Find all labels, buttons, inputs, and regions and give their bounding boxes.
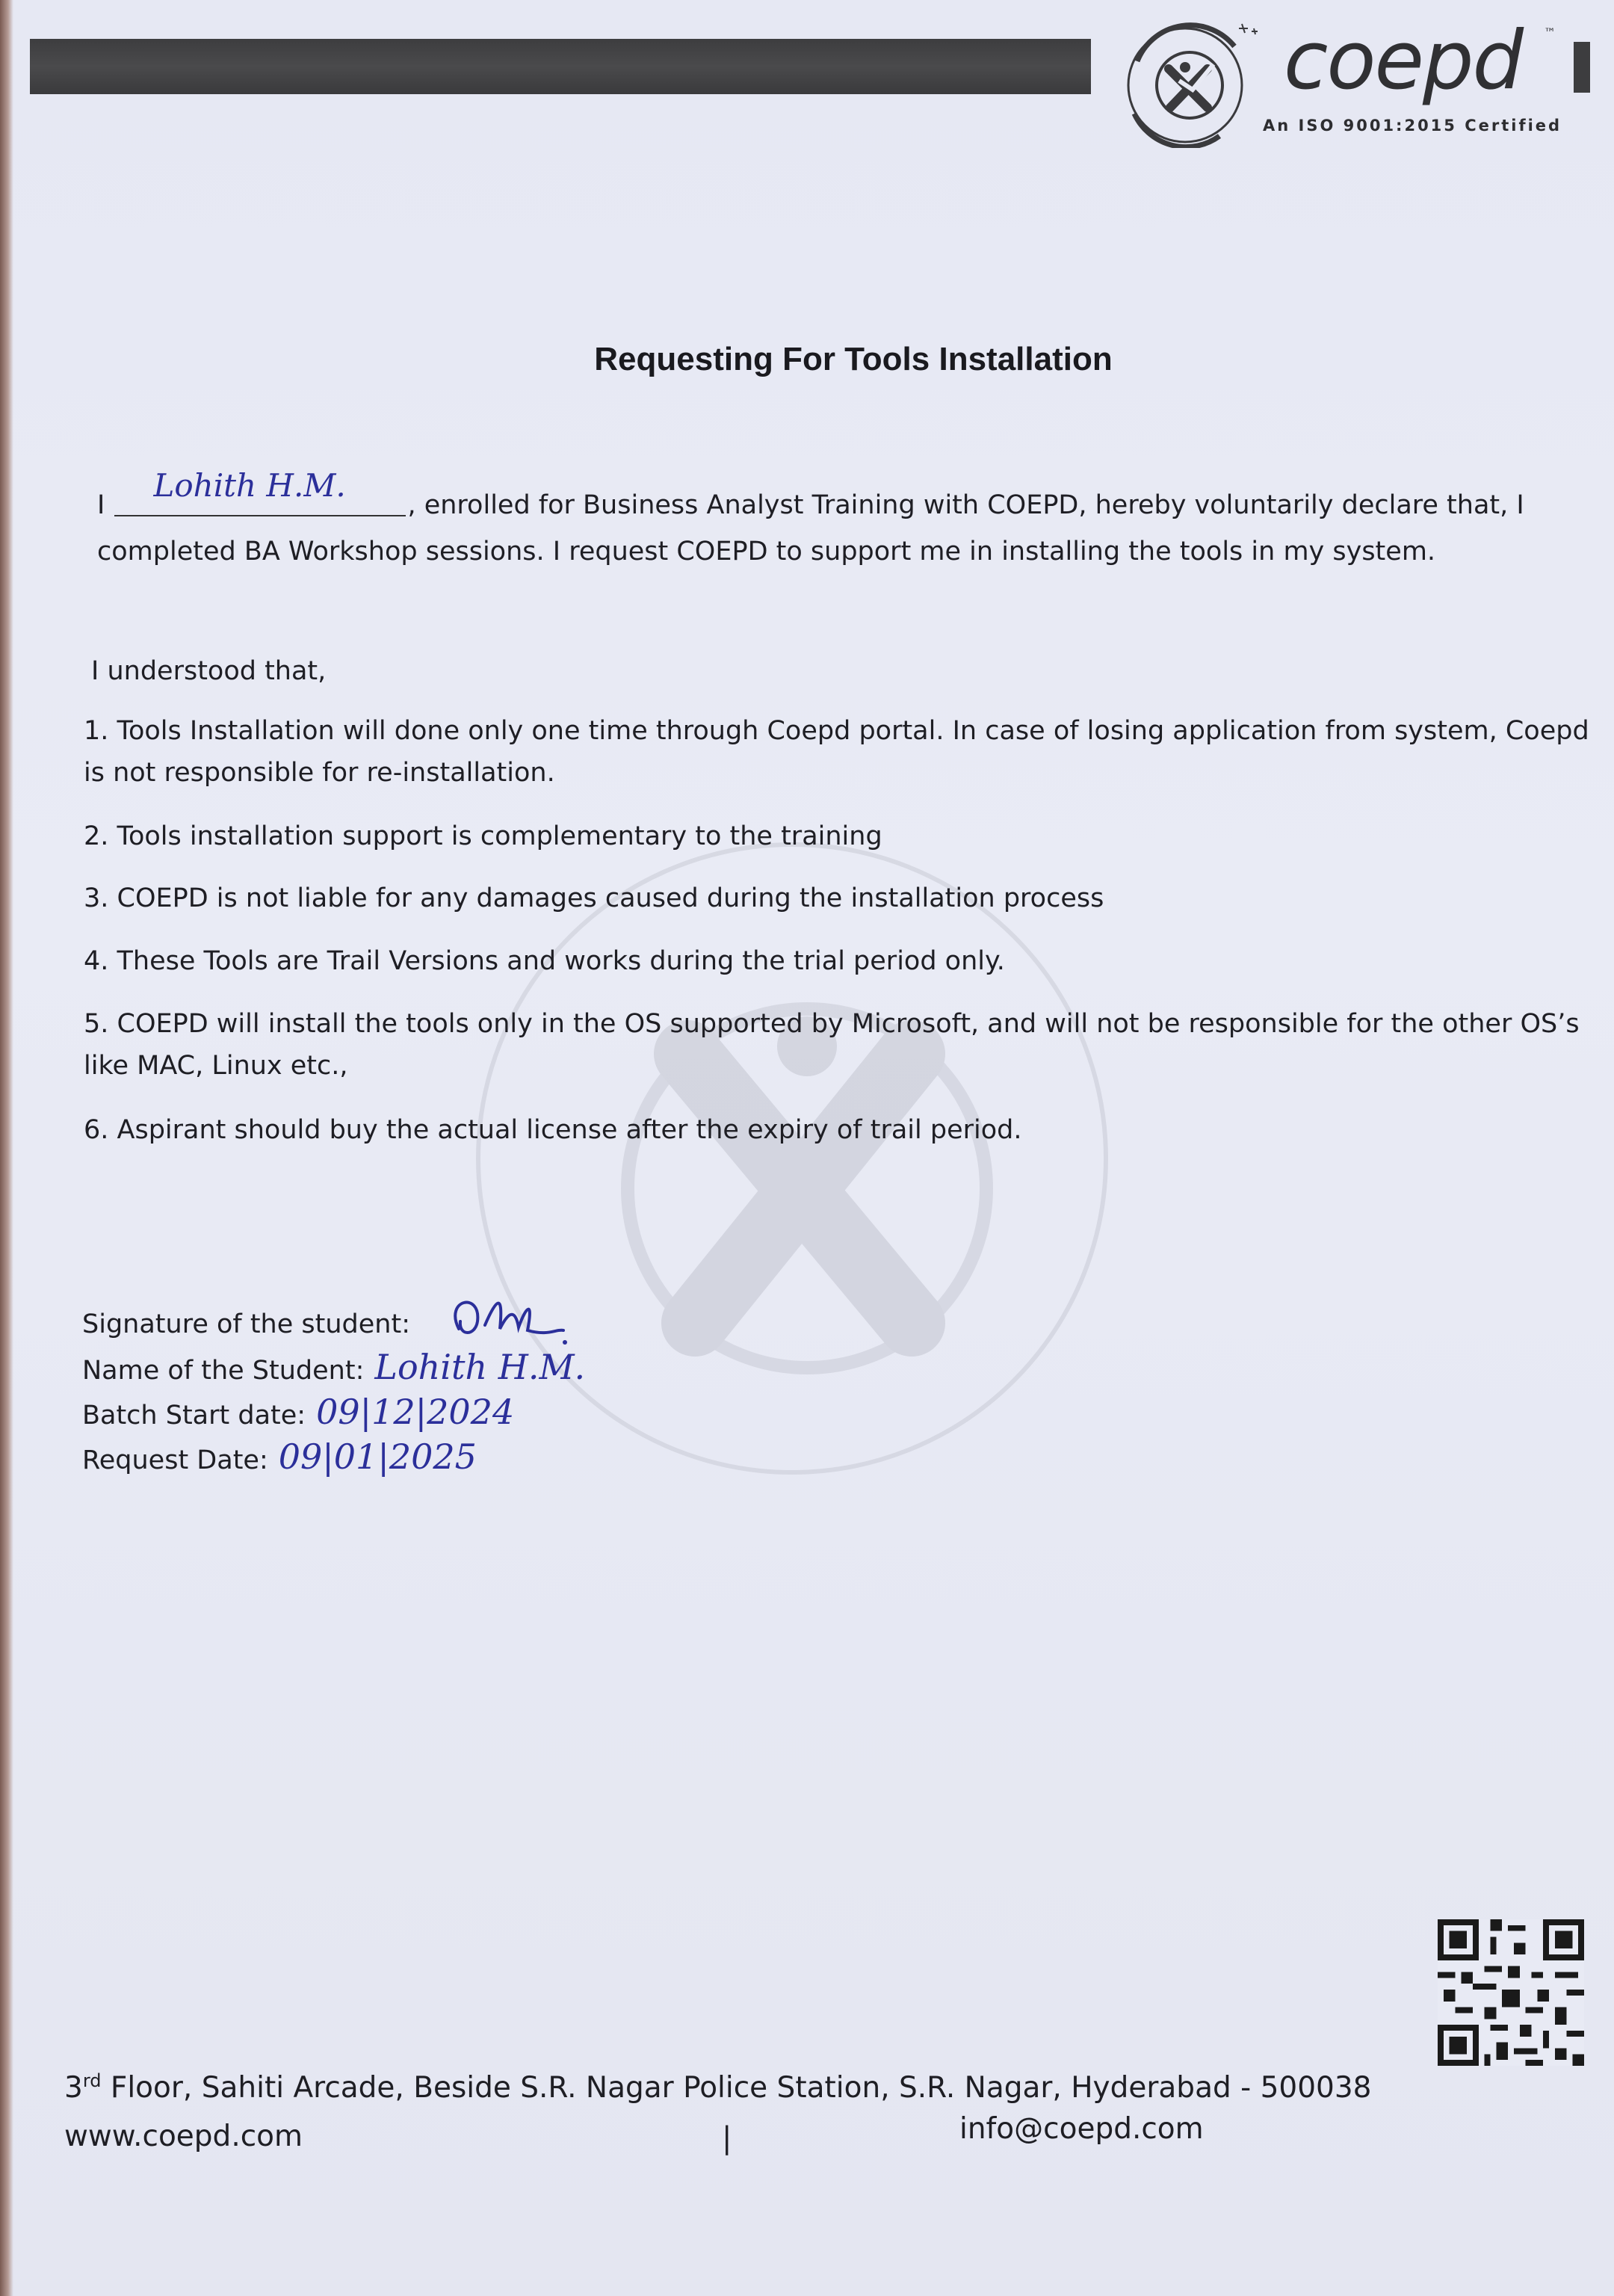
student-name-value: Lohith H.M. <box>374 1347 586 1387</box>
terms-point-2: 2. Tools installation support is complementary to the training <box>84 821 882 851</box>
logo-trademark: ™ <box>1544 25 1556 40</box>
request-date-row <box>82 1436 477 1477</box>
logo-wordmark: coepd <box>1284 14 1523 108</box>
student-name-row <box>82 1347 585 1387</box>
terms-point-4: 4. These Tools are Trail Versions and works during the trial period only. <box>84 946 1005 976</box>
declaration-paragraph <box>97 467 1562 575</box>
terms-point-1: 1. Tools Installation will done only one time through Coepd portal. In case of losing application from system, Coepd is not responsible for re-installation. <box>84 716 1589 788</box>
student-name-label: Name of the Student: <box>82 1356 365 1386</box>
declaration-text: , enrolled for Business Analyst Training with COEPD, hereby voluntarily declare that, I completed BA Workshop sessions. I request COEPD to support me in installing the tools in my system. <box>97 490 1524 567</box>
footer-address: 3rd Floor, Sahiti Arcade, Beside S.R. Nagar Police Station, S.R. Nagar, Hyderabad - 500038 <box>64 2070 1372 2105</box>
request-date-value: 09|01|2025 <box>278 1436 477 1477</box>
iso-certification-text: An ISO 9001:2015 Certified <box>1263 117 1562 135</box>
terms-point-3: 3. COEPD is not liable for any damages caused during the installation process <box>84 883 1104 913</box>
footer-website: www.coepd.com <box>64 2120 303 2153</box>
footer-email: info@coepd.com <box>959 2112 1204 2146</box>
declaration-prefix: I <box>97 490 105 520</box>
request-date-label: Request Date: <box>82 1445 268 1475</box>
terms-point-6: 6. Aspirant should buy the actual license after the expiry of trail period. <box>84 1115 1022 1145</box>
signature-row <box>82 1309 410 1339</box>
header-bar-end <box>1574 42 1590 93</box>
batch-start-label: Batch Start date: <box>82 1401 306 1431</box>
page-title: Requesting For Tools Installation <box>594 341 1113 377</box>
batch-start-row <box>82 1392 514 1432</box>
signature-label: Signature of the student: <box>82 1309 410 1339</box>
qr-code-icon <box>1438 1919 1584 2066</box>
terms-point-5: 5. COEPD will install the tools only in the OS supported by Microsoft, and will not be responsible for the other OS’s like MAC, Linux etc., <box>84 1009 1580 1081</box>
coepd-seal-logo-icon <box>1107 16 1264 148</box>
footer-separator: | <box>722 2121 732 2155</box>
student-name-blank <box>114 467 406 516</box>
handwritten-signature-icon <box>444 1284 571 1351</box>
understood-intro: I understood that, <box>91 656 327 686</box>
header-bar <box>30 39 1091 94</box>
handwritten-student-name: Lohith H.M. <box>153 467 346 504</box>
batch-start-value: 09|12|2024 <box>316 1392 515 1432</box>
